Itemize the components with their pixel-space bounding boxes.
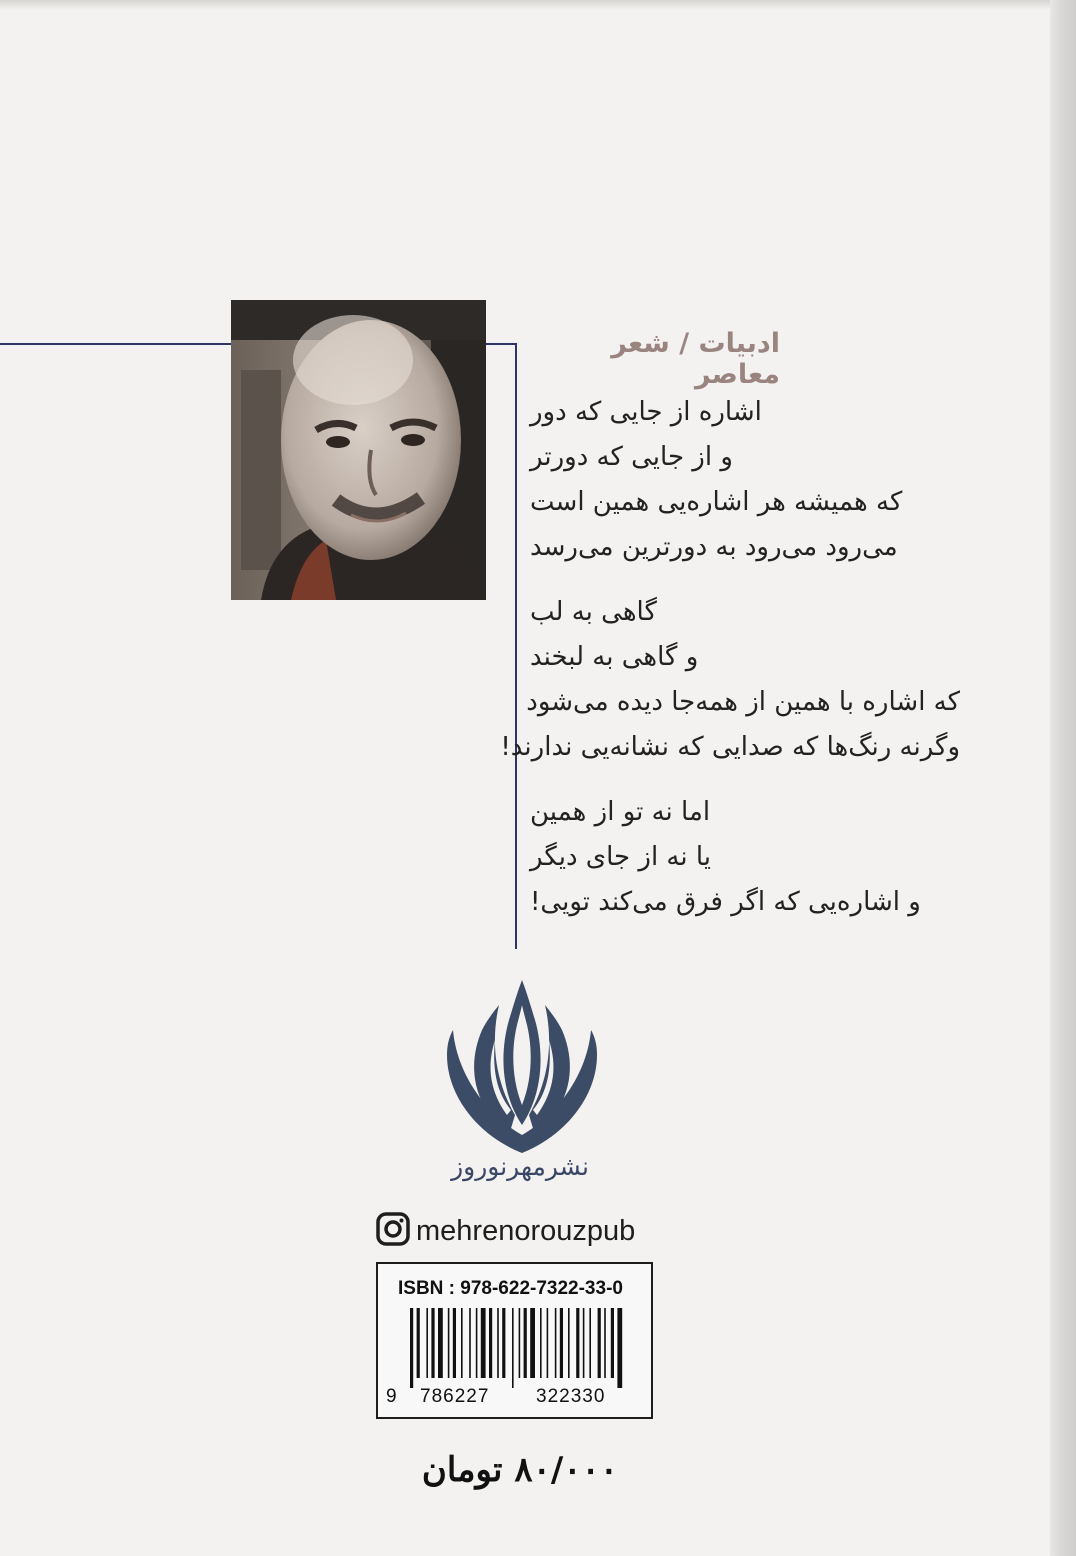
page-edge-top <box>0 0 1076 10</box>
barcode-bars <box>392 1308 637 1388</box>
poem-line: که همیشه هر اشاره‌یی همین است <box>530 487 903 517</box>
poem-line: اما نه تو از همین <box>530 797 711 827</box>
isbn-label: ISBN : 978-622-7322-33-0 <box>398 1278 623 1299</box>
instagram-link[interactable] <box>376 1211 635 1251</box>
barcode-box <box>376 1262 653 1419</box>
barcode-digit-first: 9 <box>386 1386 397 1407</box>
poem-line: و گاهی به لبخند <box>530 642 699 672</box>
poem-line: گاهی به لب <box>530 597 657 627</box>
poem-line: و از جایی که دورتر <box>530 442 733 472</box>
barcode-digits-left: 786227 <box>420 1386 490 1407</box>
frame-line-vertical <box>515 343 517 949</box>
page-edge-right <box>1050 0 1076 1556</box>
category-label: ادبیات / شعر معاصر <box>611 328 780 390</box>
poem-line: یا نه از جای دیگر <box>530 842 712 872</box>
poem-stanza <box>530 790 960 925</box>
poem-line: و اشاره‌یی که اگر فرق می‌کند تویی! <box>530 887 921 917</box>
price: ۸۰/۰۰۰ تومان <box>421 1450 619 1490</box>
poem <box>500 390 960 945</box>
publisher-name: نشرمهرنوروز <box>451 1152 589 1181</box>
poem-stanza <box>500 590 960 770</box>
publisher-logo-icon <box>437 975 607 1160</box>
instagram-handle: mehrenorouzpub <box>416 1214 636 1247</box>
poem-line: وگرنه رنگ‌ها که صدایی که نشانه‌یی ندارند! <box>500 732 960 762</box>
instagram-icon <box>376 1212 410 1250</box>
barcode-digits-right: 322330 <box>536 1386 606 1407</box>
poem-line: می‌رود می‌رود به دورترین می‌رسد <box>530 532 898 562</box>
poem-line: اشاره از جایی که دور <box>530 397 762 427</box>
poem-line: که اشاره با همین از همه‌جا دیده می‌شود <box>526 687 960 717</box>
poem-stanza <box>530 390 960 570</box>
author-photo <box>231 300 486 600</box>
